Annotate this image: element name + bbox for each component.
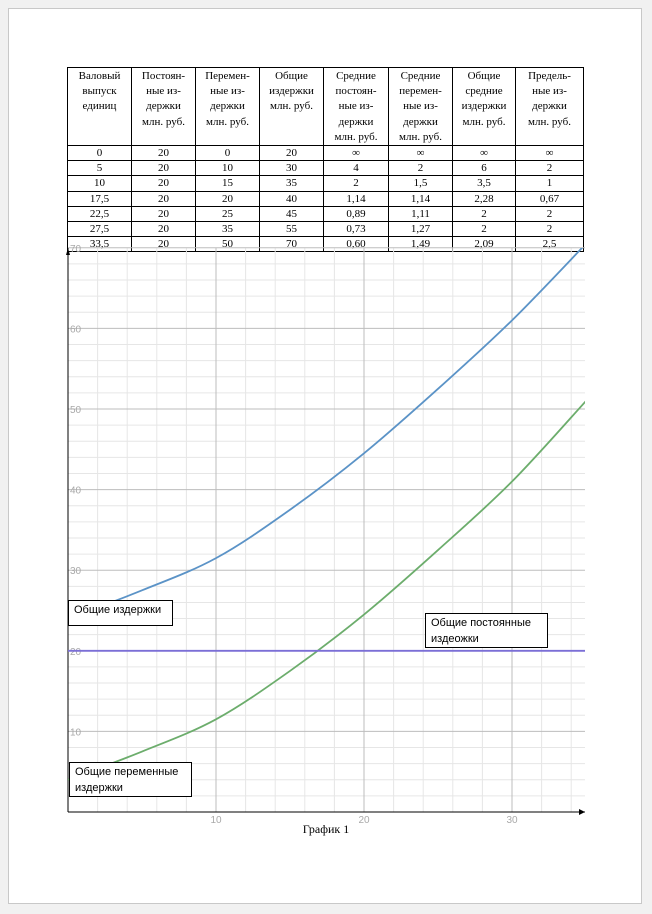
header-avg-variable-costs: Средние перемен- ные из- держки млн. руб. [389,68,453,146]
table-cell: 5 [68,161,132,176]
table-cell: 1,27 [389,221,453,236]
header-variable-costs: Перемен- ные из- держки млн. руб. [196,68,260,146]
table-cell: 0 [196,146,260,161]
table-cell: 55 [260,221,324,236]
table-cell: ∞ [389,146,453,161]
table-cell: 33,5 [68,237,132,252]
table-cell: 20 [132,191,196,206]
table-cell: 2 [324,176,389,191]
table-cell: 27,5 [68,221,132,236]
table-cell: 20 [132,237,196,252]
y-tick-label: 60 [70,324,82,336]
table-cell: 40 [260,191,324,206]
table-cell: 50 [196,237,260,252]
table-cell: ∞ [516,146,584,161]
table-cell: 10 [196,161,260,176]
table-cell: 0 [68,146,132,161]
table-cell: 30 [260,161,324,176]
table-cell: 2,09 [453,237,516,252]
header-avg-fixed-costs: Средние постоян- ные из- держки млн. руб. [324,68,389,146]
table-cell: 1,11 [389,206,453,221]
table-cell: 3,5 [453,176,516,191]
y-tick-label: 30 [70,566,82,578]
table-cell: 20 [196,191,260,206]
y-tick-label: 50 [70,405,82,416]
x-tick-label: 30 [506,815,518,826]
x-axis-arrow [579,809,585,815]
table-cell: 2,5 [516,237,584,252]
y-tick-label: 40 [70,485,82,497]
table-cell: 2 [516,161,584,176]
table-cell: 22,5 [68,206,132,221]
table-cell: 4 [324,161,389,176]
y-tick-label: 70 [70,243,82,255]
header-marginal-costs: Предель- ные из- держки млн. руб. [516,68,584,146]
table-cell: 35 [260,176,324,191]
table-cell: 45 [260,206,324,221]
table-cell: 10 [68,176,132,191]
fixed-costs-label: Общие постоянные издеожки [425,613,548,648]
table-cell: 20 [132,206,196,221]
table-cell: 20 [132,161,196,176]
table-cell: 1,49 [389,237,453,252]
header-fixed-costs: Постоян- ные из- держки млн. руб. [132,68,196,146]
x-tick-label: 10 [210,815,222,826]
table-cell: 2 [453,206,516,221]
header-total-costs: Общие издержки млн. руб. [260,68,324,146]
table-cell: ∞ [324,146,389,161]
table-cell: 6 [453,161,516,176]
table-cell: 20 [132,221,196,236]
x-tick-label: 20 [358,815,370,826]
series-total-costs-line [68,244,586,619]
table-cell: 0,89 [324,206,389,221]
table-cell: 20 [132,176,196,191]
table-cell: ∞ [453,146,516,161]
table-cell: 35 [196,221,260,236]
table-cell: 70 [260,237,324,252]
table-cell: 1,14 [324,191,389,206]
table-cell: 0,67 [516,191,584,206]
table-cell: 2 [516,221,584,236]
table-cell: 0,60 [324,237,389,252]
table-cell: 20 [260,146,324,161]
y-tick-label: 20 [70,646,82,658]
table-cell: 25 [196,206,260,221]
table-cell: 15 [196,176,260,191]
header-avg-total-costs: Общие средние издержки млн. руб. [453,68,516,146]
total-costs-label: Общие издержки [68,600,173,626]
table-cell: 2 [389,161,453,176]
table-cell: 17,5 [68,191,132,206]
table-cell: 0,73 [324,221,389,236]
table-cell: 1,14 [389,191,453,206]
table-cell: 2,28 [453,191,516,206]
table-cell: 2 [516,206,584,221]
table-cell: 1,5 [389,176,453,191]
table-cell: 1 [516,176,584,191]
variable-costs-label: Общие переменные издержки [69,762,192,797]
chart-caption: График 1 [302,822,350,836]
y-tick-label: 10 [70,727,82,739]
table-cell: 2 [453,221,516,236]
table-cell: 20 [132,146,196,161]
header-gross-output: Валовый выпуск единиц [68,68,132,146]
